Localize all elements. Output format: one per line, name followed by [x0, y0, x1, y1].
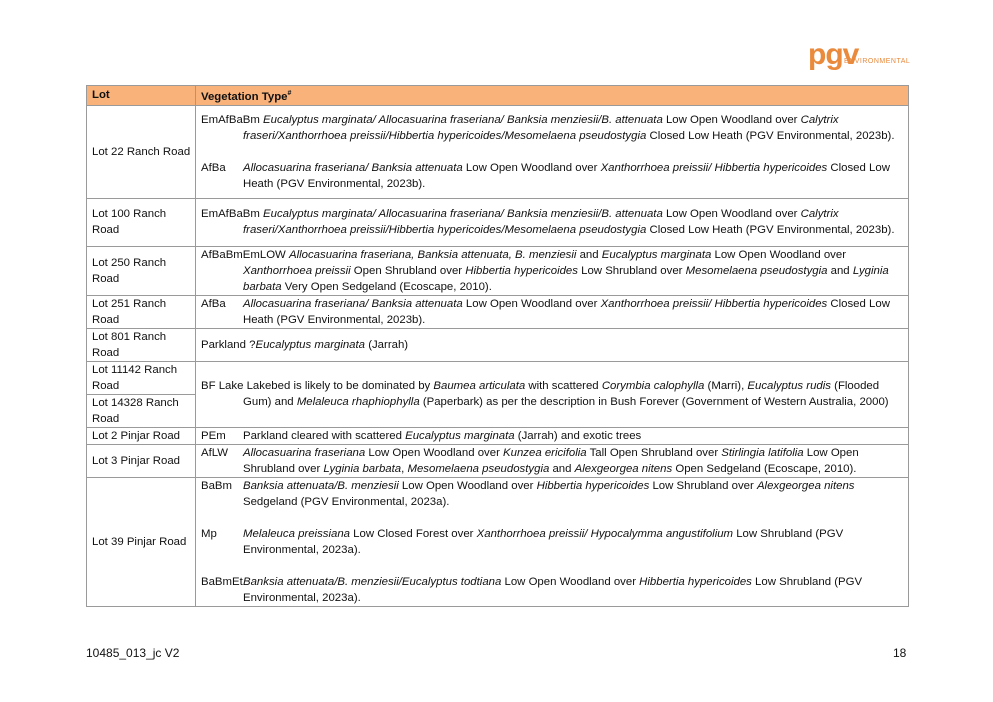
- table-row: [87, 427, 909, 444]
- vegetation-table: [86, 85, 909, 607]
- vegetation-cell: [196, 477, 909, 606]
- vegetation-cell: [196, 246, 909, 295]
- vegetation-text: Melaleuca rhaphiophylla: [296, 396, 420, 409]
- table-body: [87, 105, 909, 606]
- vegetation-text: Hibbertia hypericoides: [536, 479, 650, 492]
- vegetation-text: Hibbertia hypericoides: [465, 264, 578, 277]
- vegetation-code: Mp: [201, 527, 217, 540]
- vegetation-text: and: [827, 264, 853, 277]
- vegetation-text: Closed Low Heath (PGV Environmental, 2023b).: [646, 129, 895, 142]
- vegetation-text: (Paperbark) as per the description in Bush Forever (Government of Western Australia, 2000): [419, 396, 889, 409]
- vegetation-description: [243, 445, 908, 477]
- vegetation-entry: [201, 206, 908, 238]
- table-row: [87, 295, 909, 328]
- vegetation-text: Low Open Woodland over: [398, 479, 537, 492]
- vegetation-entry: [201, 574, 908, 606]
- vegetation-cell: [196, 198, 909, 246]
- vegetation-text: Low Open Woodland over: [462, 297, 601, 310]
- vegetation-text: Low Shrubland over: [577, 264, 686, 277]
- vegetation-entry: [201, 112, 908, 144]
- vegetation-code: BF Lake: [201, 380, 244, 393]
- vegetation-entry: [201, 337, 908, 353]
- vegetation-entry: [201, 160, 908, 192]
- lot-cell: Lot 801 Ranch Road: [87, 328, 196, 361]
- vegetation-description: [243, 526, 908, 558]
- vegetation-entry: [201, 428, 908, 444]
- vegetation-text: and: [549, 462, 575, 475]
- vegetation-cell: [196, 105, 909, 198]
- vegetation-text: ?: [249, 338, 256, 351]
- logo-mark: pgv: [808, 38, 859, 71]
- vegetation-text: Low Closed Forest over: [350, 527, 477, 540]
- vegetation-text: Low Open Woodland over: [662, 113, 801, 126]
- vegetation-code: BaBm: [201, 479, 233, 492]
- lot-cell: Lot 250 Ranch Road: [87, 246, 196, 295]
- vegetation-entry: [201, 445, 908, 477]
- vegetation-description: [243, 160, 908, 192]
- vegetation-code: AfLW: [201, 446, 229, 459]
- pgv-logo: [808, 40, 918, 70]
- vegetation-text: Hibbertia hypericoides: [639, 575, 752, 588]
- vegetation-text: Alexgeorgea nitens: [756, 479, 855, 492]
- header-footnote-mark: #: [287, 90, 292, 97]
- vegetation-text: Banksia attenuata/B. menziesii/Eucalyptus todtiana: [243, 575, 502, 588]
- logo-subtitle: ENVIRONMENTAL: [844, 58, 911, 65]
- vegetation-entry: [201, 526, 908, 558]
- vegetation-text: Calytrix fraseri/Xanthorrhoea preissii/Hibbertia hypericoides/Mesomelaena pseudostygia: [243, 113, 839, 142]
- vegetation-text: (Flooded Gum) and: [243, 380, 880, 409]
- lot-cell: Lot 22 Ranch Road: [87, 105, 196, 198]
- vegetation-text: Corymbia calophylla: [601, 380, 705, 393]
- vegetation-text: Allocasuarina fraseriana/ Banksia attenuata: [243, 297, 463, 310]
- vegetation-text: Low Open Woodland over: [501, 575, 640, 588]
- vegetation-text: Eucalyptus marginata/ Allocasuarina fraseriana/ Banksia menziesii/B. attenuata: [263, 208, 663, 221]
- entry-spacer: [201, 510, 908, 526]
- vegetation-text: Low Shrubland over: [649, 479, 757, 492]
- vegetation-text: Melaleuca preissiana: [243, 527, 351, 540]
- vegetation-description: [243, 428, 908, 444]
- lot-cell: Lot 39 Pinjar Road: [87, 477, 196, 606]
- vegetation-code: AfBaBmEmLOW: [201, 248, 286, 261]
- vegetation-cell: [196, 361, 909, 427]
- lot-cell: Lot 100 Ranch Road: [87, 198, 196, 246]
- vegetation-text: Open Shrubland over: [350, 264, 466, 277]
- vegetation-text: Allocasuarina fraseriana: [243, 446, 366, 459]
- vegetation-code: AfBa: [201, 161, 226, 174]
- table-row: [87, 198, 909, 246]
- vegetation-text: Lakebed is likely to be dominated by: [246, 380, 434, 393]
- vegetation-cell: [196, 427, 909, 444]
- vegetation-entry: [201, 478, 908, 510]
- vegetation-text: Kunzea ericifolia: [503, 446, 587, 459]
- vegetation-text: Eucalyptus marginata: [405, 429, 515, 442]
- vegetation-entry: [201, 296, 908, 328]
- vegetation-text: Tall Open Shrubland over: [586, 446, 722, 459]
- vegetation-text: Low Open Woodland over: [711, 248, 846, 261]
- vegetation-cell: [196, 444, 909, 477]
- vegetation-text: Calytrix fraseri/Xanthorrhoea preissii/Hibbertia hypericoides/Mesomelaena pseudostygia: [243, 208, 839, 237]
- vegetation-text: Xanthorrhoea preissii/ Hibbertia hypericoides: [600, 161, 828, 174]
- vegetation-text: (Marri),: [704, 380, 748, 393]
- vegetation-text: Low Open Woodland over: [462, 161, 601, 174]
- lot-cell: Lot 2 Pinjar Road: [87, 427, 196, 444]
- vegetation-text: Xanthorrhoea preissii/ Hypocalymma angustifolium: [476, 527, 734, 540]
- vegetation-text: Eucalyptus marginata: [255, 338, 366, 351]
- vegetation-text: Closed Low Heath (PGV Environmental, 2023b).: [646, 224, 895, 237]
- vegetation-code: PEm: [201, 429, 226, 442]
- table-header-row: [87, 86, 909, 106]
- vegetation-text: Xanthorrhoea preissii/ Hibbertia hypericoides: [600, 297, 828, 310]
- lot-cell: Lot 3 Pinjar Road: [87, 444, 196, 477]
- vegetation-text: Allocasuarina fraseriana, Banksia attenuata, B. menziesii: [288, 248, 577, 261]
- vegetation-cell: [196, 295, 909, 328]
- vegetation-text: Open Sedgeland (Ecoscape, 2010).: [672, 462, 857, 475]
- vegetation-text: Eucalyptus rudis: [747, 380, 831, 393]
- vegetation-text: Closed Low Heath (PGV Environmental, 2023b).: [243, 161, 890, 190]
- vegetation-text: Stirlingia latifolia: [721, 446, 804, 459]
- table-row: [87, 444, 909, 477]
- vegetation-entry: [201, 247, 908, 295]
- vegetation-text: (Jarrah): [365, 338, 409, 351]
- vegetation-text: Allocasuarina fraseriana/ Banksia attenuata: [243, 161, 463, 174]
- vegetation-text: Baumea articulata: [433, 380, 526, 393]
- vegetation-text: Xanthorrhoea preissii: [243, 264, 351, 277]
- vegetation-text: Parkland cleared with scattered: [243, 429, 406, 442]
- vegetation-text: ,: [401, 462, 408, 475]
- vegetation-text: and: [576, 248, 602, 261]
- vegetation-text: Eucalyptus marginata/ Allocasuarina fraseriana/ Banksia menziesii/B. attenuata: [263, 113, 663, 126]
- lot-cell: Lot 11142 Ranch Road: [87, 361, 196, 394]
- vegetation-code: AfBa: [201, 297, 226, 310]
- vegetation-text: Lyginia barbata: [243, 264, 889, 293]
- table-row: [87, 246, 909, 295]
- vegetation-code: EmAfBaBm: [201, 113, 260, 126]
- table-row: [87, 477, 909, 606]
- header-lot: Lot: [87, 86, 196, 106]
- entry-spacer: [201, 144, 908, 160]
- vegetation-text: Low Open Shrubland over: [243, 446, 859, 475]
- lot-cell: Lot 14328 Ranch Road: [87, 394, 196, 427]
- vegetation-description: [243, 574, 908, 606]
- vegetation-text: Mesomelaena pseudostygia: [685, 264, 828, 277]
- vegetation-text: Eucalyptus marginata: [601, 248, 712, 261]
- vegetation-text: Very Open Sedgeland (Ecoscape, 2010).: [281, 280, 492, 293]
- table-row: [87, 328, 909, 361]
- vegetation-text: Closed Low Heath (PGV Environmental, 2023b).: [243, 297, 890, 326]
- vegetation-text: with scattered: [525, 380, 602, 393]
- page-number: 18: [893, 646, 907, 660]
- entry-spacer: [201, 558, 908, 574]
- vegetation-text: Banksia attenuata/B. menziesii: [243, 479, 399, 492]
- vegetation-text: Low Open Woodland over: [662, 208, 801, 221]
- vegetation-description: [243, 296, 908, 328]
- document-reference: 10485_013_jc V2: [86, 646, 180, 660]
- table-row: [87, 105, 909, 198]
- vegetation-entry: [201, 378, 908, 410]
- vegetation-text: Low Shrubland (PGV Environmental, 2023a).: [243, 527, 844, 556]
- lot-cell: Lot 251 Ranch Road: [87, 295, 196, 328]
- vegetation-description: [243, 478, 908, 510]
- vegetation-cell: [196, 328, 909, 361]
- header-vegetation-type: Vegetation Type#: [196, 86, 909, 106]
- vegetation-text: Mesomelaena pseudostygia: [407, 462, 550, 475]
- vegetation-text: (Jarrah) and exotic trees: [514, 429, 642, 442]
- vegetation-text: Alexgeorgea nitens: [574, 462, 673, 475]
- vegetation-text: Low Shrubland (PGV Environmental, 2023a).: [243, 575, 863, 604]
- vegetation-text: Lyginia barbata: [323, 462, 402, 475]
- table-row: [87, 361, 909, 394]
- vegetation-text: Sedgeland (PGV Environmental, 2023a).: [243, 495, 450, 508]
- vegetation-text: Low Open Woodland over: [365, 446, 504, 459]
- vegetation-code: BaBmEt: [201, 575, 243, 588]
- vegetation-code: EmAfBaBm: [201, 208, 260, 221]
- vegetation-code: Parkland: [201, 338, 246, 351]
